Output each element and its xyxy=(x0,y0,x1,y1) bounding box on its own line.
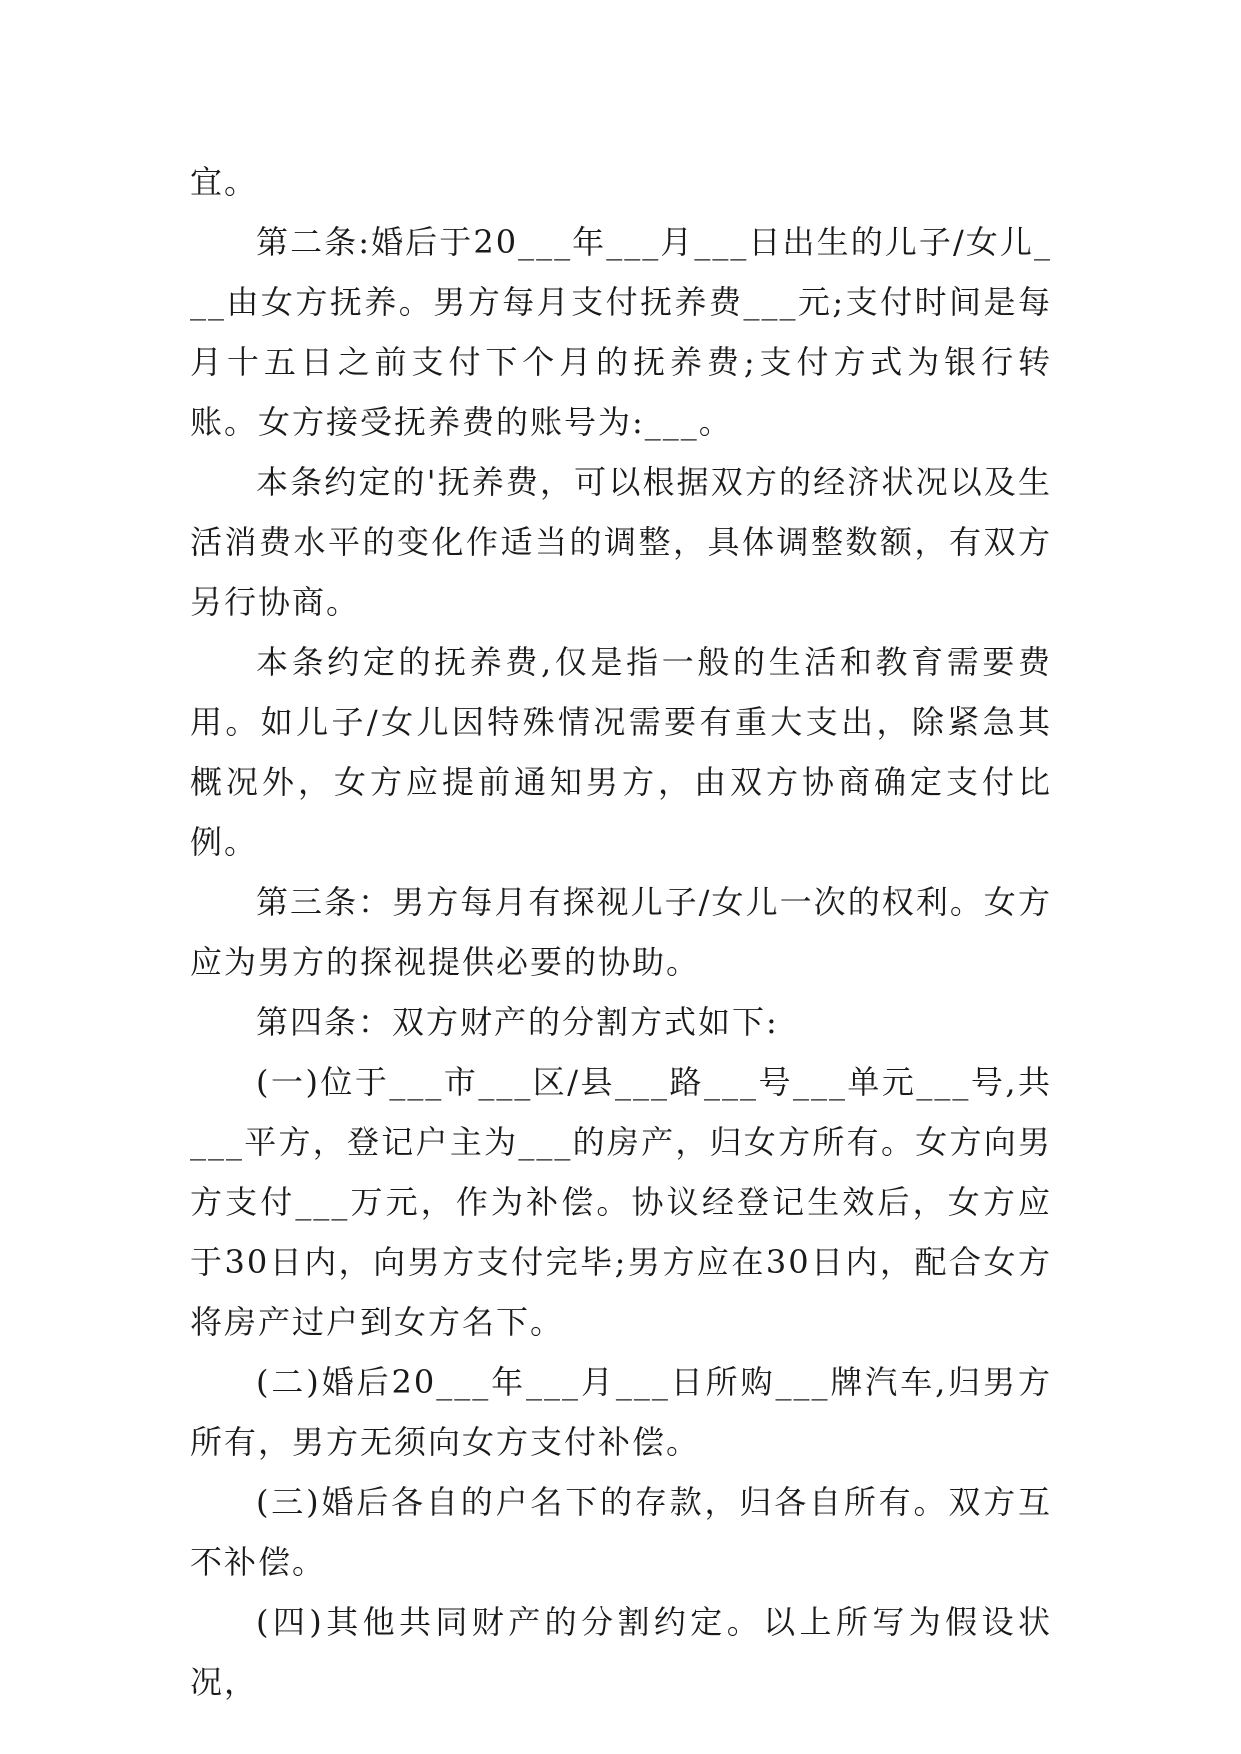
paragraph-item-1-house: (一)位于___市___区/县___路___号___单元___号,共___平方，登记户主为___的房产，归女方所有。女方向男方支付___万元，作为补偿。协议经登记生效后，女方应于30日内，向男方支付完毕;男方应在30日内，配合女方将房产过户到女方名下。 xyxy=(190,1063,1052,1341)
paragraph-support-adjustment: 本条约定的'抚养费，可以根据双方的经济状况以及生活消费水平的变化作适当的调整，具体调整数额，有双方另行协商。 xyxy=(190,463,1052,621)
document-body xyxy=(190,152,1052,1712)
paragraph-article-3: 第三条：男方每月有探视儿子/女儿一次的权利。女方应为男方的探视提供必要的协助。 xyxy=(190,883,1052,981)
paragraph-item-4-other: (四)其他共同财产的分割约定。以上所写为假设状况， xyxy=(190,1603,1052,1701)
paragraph-item-3-deposits: (三)婚后各自的户名下的存款，归各自所有。双方互不补偿。 xyxy=(190,1483,1052,1581)
paragraph-support-scope: 本条约定的抚养费,仅是指一般的生活和教育需要费用。如儿子/女儿因特殊情况需要有重大支出，除紧急其概况外，女方应提前通知男方，由双方协商确定支付比例。 xyxy=(190,643,1052,861)
paragraph-article-4: 第四条：双方财产的分割方式如下: xyxy=(256,1003,779,1041)
paragraph-item-2-car: (二)婚后20___年___月___日所购___牌汽车,归男方所有，男方无须向女方支付补偿。 xyxy=(190,1363,1052,1461)
paragraph-article-2: 第二条:婚后于20___年___月___日出生的儿子/女儿___由女方抚养。男方每月支付抚养费___元;支付时间是每月十五日之前支付下个月的抚养费;支付方式为银行转账。女方接受抚养费的账号为:___。 xyxy=(190,223,1052,441)
paragraph-continuation: 宜。 xyxy=(190,163,259,201)
